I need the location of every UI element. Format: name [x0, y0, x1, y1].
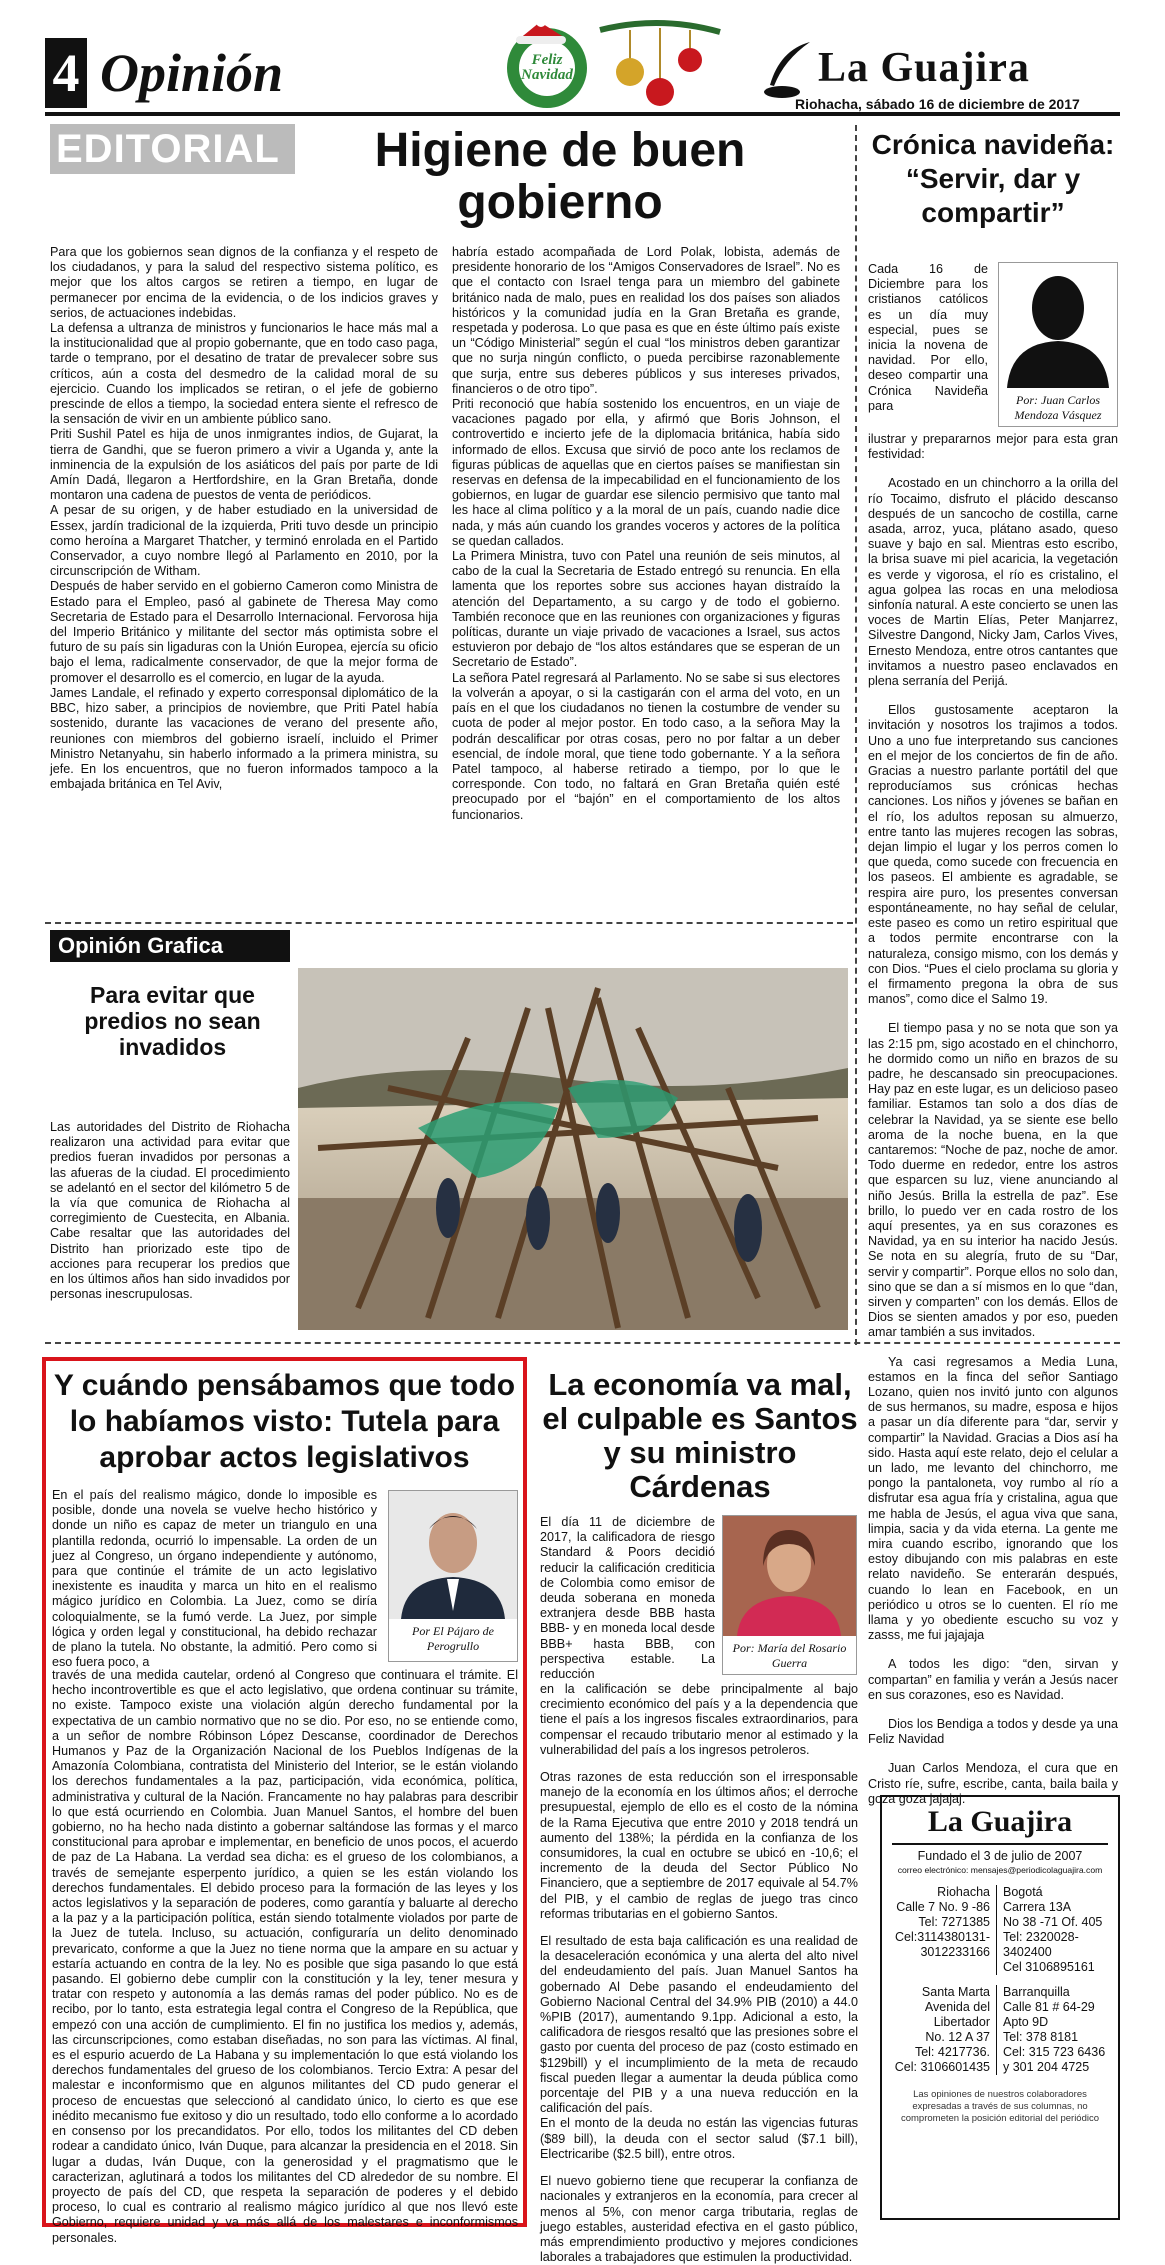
office-line: 3012233166 — [920, 1945, 990, 1959]
opinion-grafica-text — [50, 1120, 290, 1302]
editorial-paragraph: Priti reconoció que había sostenido los encuentros, en un viaje de vacaciones pagado por ella, y afirmó que Boris Johnson, el controvertido e incierto jefe de la diplomacia británica, había sido informado de ellos. Excusa que sirvió de poco ante los reclamos de figuras públicas de aquellas que en ciertos países se manifiestan sin reservas en defensa de la impecabilidad en el funcionamiento de los gobiernos, en lugar de guardar ese silencio permisivo que tanto mal les hace al clima político y a la moral de un país, cuando nadie dice nada, y más aún cuando los grandes voceros y actores de la política se quedan callados. — [452, 397, 840, 548]
office-line: Santa Marta — [921, 1985, 990, 1999]
office-barranquilla — [1003, 1985, 1110, 2075]
cronica-intro-text: Cada 16 de Diciembre para los cristianos católicos es un día muy especial, pues se inicia la novena de navidad. Por ello, deseo compartir una Crónica Navideña para — [868, 262, 988, 413]
economia-body — [540, 1682, 858, 2265]
office-riohacha — [890, 1885, 997, 1975]
economia-author-photo — [722, 1515, 857, 1675]
masthead-logo: La Guajira — [818, 45, 1030, 91]
section-divider — [45, 1342, 1120, 1344]
office-line: No. 12 A 37 — [925, 2030, 990, 2044]
cronica-paragraph: A todos les digo: “den, sirvan y compartan” en familia y verán a Jesús nacer en sus corazones, eso es Navidad. — [868, 1657, 1118, 1702]
economia-lead — [540, 1515, 715, 1682]
office-line: Cel: 3106601435 — [894, 2060, 990, 2074]
economia-paragraph: En el monto de la deuda no están las vigencias futuras ($89 bill), la deuda con el sector salud ($7.1 bill), Electricaribe ($2.5 bill), entre otros. — [540, 2116, 858, 2161]
office-line: Avenida del — [924, 2000, 990, 2014]
editorial-paragraph: La señora Patel regresará al Parlamento. No se sabe si sus electores la volverán a apoyar, o si la castigarán con el arma del voto, en un país en el que los ciudadanos no tienen la costumbre de vender su cuota de poder al mejor postor. En todo caso, a la señora May la podrán descalificar por otras cosas, pero no por faltar a un deber esencial, de índole moral, que tiene todo gobernante. Y a la señora Patel tampoco, al haberse retirado a tiempo, por lo que le corresponde. Con todo, no faltará en Gran Bretaña quién esté preocupado por el “bajón” en el comportamiento de los altos funcionarios. — [452, 670, 840, 822]
section-divider — [45, 922, 853, 924]
tutela-title: Y cuándo pensábamos que todo lo habíamos visto: Tutela para aprobar actos legislativos — [53, 1369, 516, 1474]
page-number: 4 — [45, 38, 87, 108]
tutela-author-caption: Por El Pájaro de Perogrullo — [412, 1624, 494, 1653]
editorial-paragraph: A pesar de su origen, y de haber estudiado en la universidad de Essex, jardín tradicional de la izquierda, Priti tuvo desde un principio como heroína a Margaret Thatcher, y terminó enrolada en el Partido Conservador, a cuyo nombre llegó al Parlamento en 2010, por la circunscripción de Witham. — [50, 503, 438, 579]
office-line: Bogotá — [1003, 1885, 1043, 1899]
office-bogota — [1003, 1885, 1110, 1975]
column-divider — [855, 125, 857, 1345]
cronica-paragraph: Dios los Bendiga a todos y desde ya una Feliz Navidad — [868, 1717, 1118, 1747]
cronica-paragraph: Juan Carlos Mendoza, el cura que en Cristo ríe, sufre, escribe, canta, baila baila y goza goza jajajaj. — [868, 1761, 1118, 1806]
opinion-grafica-paragraph: Las autoridades del Distrito de Riohacha realizaron una actividad para evitar que predios fueran invadidos por personas a las afueras de la ciudad. El procedimiento se adelantó en el sector del kilómetro 5 de la vía que comunica de Riohacha al corregimiento de Cuestecita, en Albania. Cabe resaltar que las autoridades del Distrito han priorizado este tipo de acciones para recuperar los predios que en los últimos años han sido invadidos por personas inescrupulosas. — [50, 1120, 290, 1302]
quill-logo-icon — [760, 40, 815, 100]
editorial-paragraph: Priti Sushil Patel es hija de unos inmigrantes indios, de Gujarat, la tierra de Gandhi, que se fueron primero a vivir a Uganda y, ante la inminencia de la expulsión de los asiáticos del país por parte de Idi Amín Dadá, llegaron a Hertfordshire, en la Gran Bretaña, donde montaron una cadena de puestos de venta de periódicos. — [50, 427, 438, 503]
cronica-intro — [868, 262, 988, 414]
editorial-paragraph: Para que los gobiernos sean dignos de la confianza y el respeto de los ciudadanos, y para la salud del respectivo sistema político, es mejor que los altos cargos se retiren a tiempo, en lugar de permanecer por encima de la evidencia, o de los indicios graves y serios, de actuaciones indebidas. — [50, 245, 438, 320]
person-silhouette-icon — [999, 263, 1117, 388]
author-portrait-icon — [723, 1516, 856, 1636]
staff-box-founded: Fundado el 3 de julio de 2007 — [917, 1849, 1083, 1863]
cronica-title: Crónica navideña: “Servir, dar y compartir” — [871, 129, 1115, 228]
staff-box-disclaimer: Las opiniones de nuestros colaboradores expresadas a través de sus columnas, no comprometen la posición editorial del periódico — [900, 2089, 1100, 2124]
editorial-title: Higiene de buen gobierno — [374, 124, 746, 229]
editorial-label: EDITORIAL — [50, 124, 295, 174]
office-line: Cel:3114380131- — [895, 1930, 990, 1944]
editorial-paragraph: James Landale, el refinado y experto corresponsal diplomático de la BBC, hizo saber, a principios de noviembre, que Priti Patel había sostenido, durante las vacaciones de verano del presente año, reuniones con miembros del gobierno israelí, incluido el Primer Ministro Netanyahu, sin haberlo informado a la primera ministra, su jefe. En los encuentros, que no fueron informados tampoco a la embajada británica en Tel Aviv, — [50, 685, 438, 792]
office-line: Calle 81 # 64-29 — [1003, 2000, 1095, 2014]
christmas-badge — [500, 18, 595, 110]
author-photo — [998, 262, 1118, 427]
office-line: Riohacha — [937, 1885, 990, 1899]
tutela-body — [52, 1668, 518, 2246]
dateline: Riohacha, sábado 16 de diciembre de 2017 — [795, 96, 1080, 112]
cronica-paragraph: Ellos gustosamente aceptaron la invitación y nosotros los trajimos a todos. Uno a uno fue interpretando sus canciones en el mejor de los conciertos de fin de año. Gracias a nuestro parlante portátil del que reproducíamos sus crónicas hechas canciones. Los niños y jóvenes se bañan en el río, los adultos reposan su almuerzo, entre tanto las mujeres recogen las sobras, dejan limpio el lugar y los perros comen lo que queda, como sucede con frecuencia en los paseos. El ambiente es agradable, se respira aire puro, los presentes conversan espontáneamente, no hay señal de celular, este paseo es como un retiro espiritual que a todos permite encontrarse con la naturaleza, consigo mismo, con los demás y con Dios. “Pues el cielo proclama su gloria y el firmamento pregona la obra de sus manos”, como dice el Salmo 19. — [868, 703, 1118, 1007]
opinion-grafica-label: Opinión Grafica — [50, 930, 290, 962]
economia-title: La economía va mal, el culpable es Santos y su ministro Cárdenas — [542, 1367, 858, 1504]
office-line: Tel: 2320028- — [1003, 1930, 1079, 1944]
tutela-author-photo — [388, 1490, 518, 1662]
office-line: Calle 7 No. 9 -86 — [896, 1900, 990, 1914]
office-line: Tel: 4217736. — [914, 2045, 990, 2059]
cronica-paragraph: ilustrar y prepararnos mejor para esta gran festividad: — [868, 432, 1118, 462]
economia-paragraph: en la calificación se debe principalmente al bajo crecimiento económico del país y a la dependencia que tiene el país a los ingresos fiscales extraordinarios, para compensar el recaudo tributario menor al estimado y la vulnerabilidad del país a los ingresos petroleros. — [540, 1682, 858, 1757]
office-line: Barranquilla — [1003, 1985, 1070, 1999]
economia-paragraph: Otras razones de esta reducción son el irresponsable manejo de la economía en los últimos años; el derroche presupuestal, ejemplo de ello es el costo de la nómina de la Rama Ejecutiva que entre 2010 y 2018 tendrá un aumento del 138%; la pérdida en la confianza de los consumidores, la cual en octubre se ubicó en -10,6; el incremento de la deuda del Sector Público No Financiero, que a septiembre de 2017 equivale al 54.7% del PIB, y el cambio de reglas de juego tras cinco reformas tributarias en el gobierno Santos. — [540, 1770, 858, 1921]
editorial-paragraph: habría estado acompañada de Lord Polak, lobista, además de presidente honorario de los “Amigos Conservadores de Israel”. No es que el contacto con Israel tenga para un miembro del gabinete británico nada de malo, pues en realidad los dos países son aliados históricos y la comunidad judía en la Gran Bretaña es grande, respetada y poderosa. Lo que pasa es que en éste último país existe un “Código Ministerial” según el cual “los ministros deben garantizar que no surja ningún conflicto, o pueda percibirse razonablemente que surja, entre sus deberes públicos y sus intereses privados, financieros o de otro tipo”. — [452, 245, 840, 396]
editorial-column-2 — [452, 245, 840, 823]
economia-paragraph: El resultado de esta baja calificación es una realidad de la desaceleración económica y una alerta del alto nivel del endeudamiento del país. Juan Manuel Santos ha gobernado Al Debe pasando el endeudamiento del Gobierno Nacional Central del 34.9% PIB (2010) a 44.0 %PIB (2017), aumentando 9.1pp. Adicional a esto, la calificadora de riesgos resaltó que las presiones sobre el gasto por cuenta del proceso de paz (costo estimado en $129bill) y el incumplimiento de la meta de recaudo fiscal pueden llegar a aumentar la deuda pública como porcentaje del PIB y a una nueva reducción en la calificación del país. — [540, 1934, 858, 2116]
cronica-body — [868, 432, 1118, 1807]
office-line: 3402400 — [1003, 1945, 1052, 1959]
economia-lead-text: El día 11 de diciembre de 2017, la calificadora de riesgo Standard & Poors decidió reducir la calificación crediticia de Colombia como emisor de deuda soberana en moneda extranjera desde BBB hasta BBB- y en moneda local desde BBB+ hasta BBB, con perspectiva estable. La reducción — [540, 1515, 715, 1682]
ornaments-icon — [600, 20, 720, 112]
opinion-grafica-title: Para evitar que predios no sean invadidos — [84, 982, 261, 1060]
xmas-badge-text: Feliz Navidad — [521, 52, 573, 83]
staff-box — [880, 1795, 1120, 2220]
office-line: Cel 3106895161 — [1003, 1960, 1095, 1974]
tutela-lead — [52, 1488, 377, 1670]
cronica-paragraph: Acostado en un chinchorro a la orilla del río Tocaimo, disfruto el plácido descanso después de un sancocho de costilla, carne asada, arroz, yuca, plátano asado, queso suave y bajo en sal. Mientras esto escribo, la brisa suave mi piel acaricia, la vegetación es verde y vigorosa, el río es cristalino, el agua golpea las rocas en una melodiosa sinfonía natural. A este concierto se unen las voces de Martin Elías, Peter Manjarrez, Silvestre Dangond, Nicky Jam, Carlos Vives, Ernesto Mendoza, entre otros cantantes que invitamos a nuestro paseo enclavados en plena serranía del Perijá. — [868, 476, 1118, 689]
office-line: No 38 -71 Of. 405 — [1003, 1915, 1103, 1929]
staff-box-rule — [892, 1843, 1108, 1845]
office-line: Tel: 7271385 — [918, 1915, 990, 1929]
economia-paragraph: El nuevo gobierno tiene que recuperar la confianza de nacionales y extranjeros en la economía, para crecer al menos al 5%, con menor carga tributaria, reglas de juego estables, austeridad efectiva en el gasto público, más emprendimiento productivo y mejores condiciones laborales a trabajadores que estimulen la productividad. — [540, 2174, 858, 2265]
staff-box-email: correo electrónico: mensajes@periodicolaguajira.com — [897, 1865, 1103, 1875]
author-portrait-icon — [389, 1491, 517, 1619]
cronica-paragraph: Ya casi regresamos a Media Luna, estamos en la finca del señor Santiago Lozano, quien nos invitó junto con algunos de sus hermanos, su madre, esposa e hijos a pasar un día diferente para “dar, servir y compartir” la Navidad. Gracias a Dios así ha sido. Hasta aquí este relato, dejo el celular a un lado, me levanto del chinchorro, me pongo la pantaloneta, voy rumbo al río a disfrutar esa agua fría y cristalina, agua que me habla de Jesús, el agua viva que sana, limpia, sacia y da vida eterna. La gente me mira cuando escribo, ignorando que los estoy dibujando con mis palabras en este relato navideño. Se enterarán después, cuando lo lean en Facebook, en un periódico u otros se lo cuenten. El río me llama y yo obediente escucho su voz y zasss, me fui jajajaja — [868, 1354, 1118, 1643]
office-line: y 301 204 4725 — [1003, 2060, 1090, 2074]
economia-author-caption: Por: María del Rosario Guerra — [732, 1641, 847, 1670]
editorial-paragraph: La defensa a ultranza de ministros y funcionarios le hace más mal a la institucionalidad que al propio gobernante, que en todo caso paga, tarde o temprano, por el desatino de tratar de prevalecer sobre sus críticos, aún a costa del desmedro de la calidad moral de su ejercicio. Cuando los implicados se retiran, o el jefe de gobierno prescinde de ellos a tiempo, la sociedad entera siente el refresco de la sensación de vivir en un ambiente público sano. — [50, 321, 438, 427]
office-line: Carrera 13A — [1003, 1900, 1072, 1914]
office-santa-marta — [890, 1985, 997, 2075]
opinion-grafica-photo — [298, 968, 848, 1330]
staff-box-offices — [890, 1885, 1110, 2075]
editorial-paragraph: La Primera Ministra, tuvo con Patel una reunión de seis minutos, al cabo de la cual la Secretaria de Estado entregó su renuncia. En ella lamenta que los reportes sobre sus acciones hayan distraído la atención del Departamento, a su cargo y de todo el gobierno. También reconoce que en las reuniones con organizaciones y figuras políticas, durante un viaje privado de vacaciones a Israel, sus actos estuvieron por debajo de “los altos estándares que se esperan de un Secretario de Estado”. — [452, 549, 840, 670]
tutela-lead-text: En el país del realismo mágico, donde lo imposible es posible, donde una novela se vuelve hecho histórico y donde un niño es capaz de meter un triangulo en una plantilla redonda, ocurrió lo impensable. La orden de un juez al Congreso, un órgano independiente y autónomo, para que continúe el trámite de un acto legislativo inexistente es inaudita y marca un hito en el realismo mágico jurídico en Colombia. La Juez, como se diría coloquialmente, se la fumó verde. La Juez, por simple lógica y orden legal y constitucional, ha debido rechazar de plano la tutela. No obstante, la admitió. Pero como si eso fuera poco, a — [52, 1488, 377, 1670]
staff-box-logo: La Guajira — [927, 1805, 1073, 1838]
header-rule — [45, 112, 1120, 116]
editorial-column-1 — [50, 245, 438, 792]
office-line: Libertador — [933, 2015, 990, 2029]
office-line: Tel: 378 8181 — [1003, 2030, 1079, 2044]
office-line: Apto 9D — [1003, 2015, 1049, 2029]
fence-removal-photo-icon — [298, 968, 848, 1330]
tutela-body-text: través de una medida cautelar, ordenó al Congreso que continuara el trámite. El hecho incontrovertible es que el acto legislativo, que ordena continuar su trámite, no existe. Tampoco existe una violación algún derecho fundamental por la expectativa de un cambio normativo que no se dio. Por eso, no se entiende como, a un señor de nombre Róbinson López Descanse, coordinador de Derechos Humanos y Paz de la Organización Nacional de los Pueblos Indígenas de la Amazonía Colombiana, contratista del Ministerio del Interior, se le están violando los derechos fundamentales a la paz, participación, vida económica, política, administrativa y cultural de la Nación. Francamente no hay palabras para describir lo que está ocurriendo en Colombia. Juan Manuel Santos, el hombre del buen gobierno, no ha hecho nada distinto a gobernar saltándose las formas y el marco constitucional para aprobar e implementar, en beneficio de unos pocos, el acuerdo de paz de La Habana. La verdad sea dicha: es el grueso de los colombianos, a través de semejante esperpento jurídico, a quien se les están violando los derechos fundamentales. El debido proceso para la formación de las leyes y los actos legislativos y la separación de poderes, como garantía y baluarte al derecho a la paz y a la participación política, están siendo totalmente violados por parte de la Juez de tutela. Incluso, su actuación, configuraría un delito denominado prevaricato, conforme a que la Juez no tiene norma que la ampare en su actuar y estaría actuando en contra de la ley. No es posible que siga pasando lo que está pasando. El gobierno debe cumplir con la constitución y la ley, tener mesura y tratar con respeto y autonomía a las demás ramas del poder público. No es de recibo, por lo tanto, esta estrategia legal contra el Congreso de la República, que empezó con una acción de cumplimiento. El fin no justifica los medios y, además, las circunscripciones, como estaban diseñadas, no son para las víctimas. Al final, es el espurio acuerdo de La Habana y su implementación lo que está violando los derechos fundamentales del grueso de los colombianos. Tercio Extra: A pesar del malestar e inconformismo que en algunos militantes del CD pudo generar el proceso de encuestas que seleccionó al candidato único, lo cierto es que ese inédito mecanismo fue exitoso y dio un resultado, todo ello conforme a lo acordado en consenso por los precandidatos. Por ello, todos los militantes del CD deben rodear a candidato único, Iván Duque, para alcanzar la presidencia en el 2018. Sin lugar a dudas, Iván Duque, con la generosidad y el pragmatismo que le caracterizan, aglutinará a todos los militantes del CD alrededor de su nombre. El proyecto de país del CD, que respeta la separación de poderes y el debido proceso, lo cual es contrario al realismo mágico jurídico al que nos llevó este Gobierno, requiere unidad y va más allá de los malestares e inconformismos personales. — [52, 1668, 518, 2245]
office-line: Cel: 315 723 6436 — [1003, 2045, 1106, 2059]
cronica-paragraph: El tiempo pasa y no se nota que son ya las 2:15 pm, sigo acostado en el chinchorro, he dormido como un niño en brazos de su padre, he descansado sin preocupaciones. Hay paz en este lugar, es un delicioso paseo familiar. Estamos tan solo a dos días de celebrar la Navidad, ya se siente ese bello aroma de la noche buena, en la que cantaremos: “Noche de paz, noche de amor. Todo duerme en rededor, entre los astros que esparcen su luz, viene anunciando al niño Jesús. Brilla la estrella de paz”. Ese brillo, lo puedo ver en cada rostro de los aquí presentes, ya en sus corazones es Navidad, ya en su interior ha nacido Jesús. Se nota en su alegría, fruto de su “Dar, servir y compartir”. Porque ellos no solo dan, sino que se dan a sí mismos en lo que “dan, sirven y comparten” con los demás. Ellos de Dios se sienten amados y por eso, pueden amar también a sus invitados. — [868, 1021, 1118, 1340]
editorial-paragraph: Después de haber servido en el gobierno Cameron como Ministra de Estado para el Empleo, pasó al gabinete de Theresa May como Secretaria de Estado para el Desarrollo Internacional. Fervorosa hija del Imperio Británico y militante del sector más optimista sobre el futuro de su país sin ligaduras con la Unión Europea, ejercía su oficio bajo el lema, radicalmente conservador, de que la mejor forma de promover el desarrollo es el comercio, en lugar de la ayuda. — [50, 579, 438, 685]
section-title: Opinión — [100, 43, 284, 103]
author-caption: Por: Juan Carlos Mendoza Vásquez — [1014, 393, 1102, 422]
